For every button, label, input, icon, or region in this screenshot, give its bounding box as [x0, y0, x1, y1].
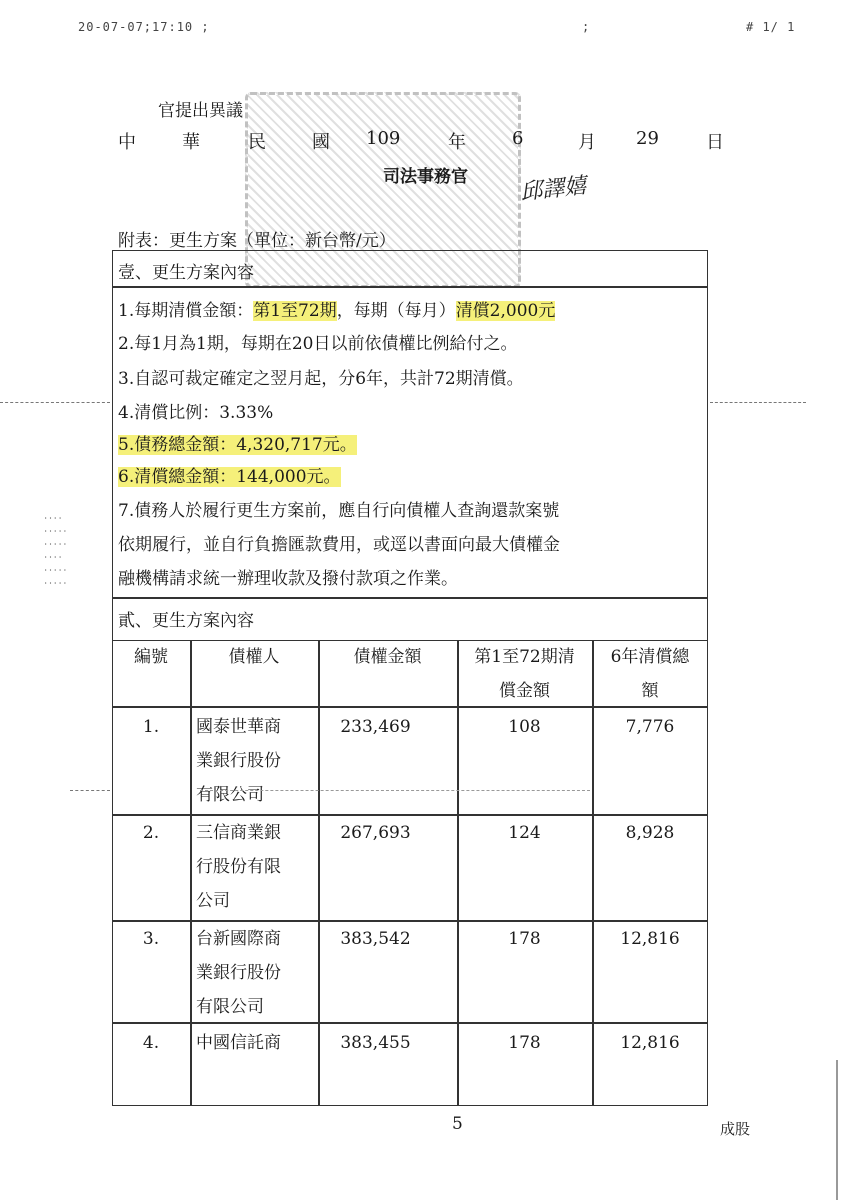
footer-note: 成股 [720, 1120, 751, 1138]
creditor-line: 公司 [196, 891, 230, 911]
plan-item-3: 3.自認可裁定確定之翌月起，分6年，共計72期清償。 [118, 369, 524, 389]
plan-item-4: 4.清償比例：3.33% [118, 403, 274, 423]
row-total: 12,816 [620, 929, 680, 949]
row-claim-amount: 233,469 [340, 717, 411, 737]
fax-separator: ; [582, 20, 591, 34]
plan-item-7-line1: 7.債務人於履行更生方案前，應自行向債權人查詢還款案號 [118, 501, 560, 521]
row-number: 4. [142, 1033, 160, 1053]
date-char: 中 [118, 132, 136, 153]
column-divider [190, 640, 192, 1106]
row-claim-amount: 267,693 [340, 823, 411, 843]
date-char: 華 [182, 132, 200, 153]
row-total: 12,816 [620, 1033, 680, 1053]
official-title: 司法事務官 [383, 167, 468, 187]
row-creditor [196, 710, 281, 812]
plan-item-7-line3: 融機構請求統一辦理收款及撥付款項之作業。 [118, 569, 458, 589]
page-number: 5 [452, 1114, 463, 1134]
plan-item-1 [118, 296, 555, 321]
creditor-line: 行股份有限 [196, 857, 281, 877]
date-char: 國 [312, 132, 330, 153]
date-char: 月 [578, 132, 596, 153]
creditor-line: 業銀行股份 [196, 751, 281, 771]
column-header-total [592, 640, 708, 708]
divider [112, 286, 708, 288]
scan-artifact-line [0, 402, 110, 403]
row-installment: 108 [508, 717, 541, 737]
row-total: 8,928 [625, 823, 675, 843]
creditor-line: 有限公司 [196, 785, 264, 805]
plan-item-1-periods: 第1至72期 [253, 301, 337, 321]
column-header-claim: 債權金額 [353, 647, 422, 667]
column-header-total-line: 6年清償總 [610, 647, 690, 667]
fax-page: # 1/ 1 [746, 20, 796, 34]
date-day: 29 [636, 128, 659, 149]
binding-hole-marks: ᐧᐧᐧᐧ ᐧᐧᐧᐧᐧ ᐧᐧᐧᐧᐧ ᐧᐧᐧᐧ ᐧᐧᐧᐧᐧ ᐧᐧᐧᐧᐧ [44, 512, 69, 590]
scan-artifact-line [70, 790, 110, 791]
date-year: 109 [366, 128, 401, 149]
column-header-installment [457, 640, 592, 708]
column-header-installment-line: 償金額 [499, 681, 550, 701]
row-installment: 124 [508, 823, 541, 843]
creditor-line: 有限公司 [196, 997, 264, 1017]
row-number: 1. [142, 717, 160, 737]
column-header-number: 編號 [134, 647, 168, 667]
plan-item-5: 5.債務總金額：4,320,717元。 [118, 435, 357, 455]
plan-item-6: 6.清償總金額：144,000元。 [118, 467, 341, 487]
creditor-line: 業銀行股份 [196, 963, 281, 983]
column-header-installment-line: 第1至72期清 [474, 647, 575, 667]
row-number: 3. [142, 929, 160, 949]
plan-item-2: 2.每1月為1期，每期在20日以前依債權比例給付之。 [118, 334, 518, 354]
date-char: 民 [248, 132, 266, 153]
plan-item-7-line2: 依期履行，並自行負擔匯款費用，或逕以書面向最大債權金 [118, 535, 560, 555]
column-header-creditor: 債權人 [228, 647, 280, 667]
plan-item-1-mid: ，每期（每月） [336, 301, 456, 321]
plan-item-1-label: 1.每期清償金額： [118, 301, 254, 321]
row-creditor [196, 922, 281, 1024]
section2-title: 貳、更生方案內容 [118, 611, 254, 631]
scan-artifact-line [200, 790, 590, 791]
creditor-line: 三信商業銀 [196, 823, 281, 843]
date-char: 日 [706, 132, 724, 153]
creditor-line: 中國信託商 [196, 1033, 281, 1053]
column-header-total-line: 額 [641, 681, 659, 701]
row-installment: 178 [508, 1033, 541, 1053]
date-char: 年 [448, 132, 466, 153]
table-caption: 附表：更生方案（單位：新台幣/元） [118, 231, 396, 251]
section1-title: 壹、更生方案內容 [118, 263, 254, 283]
date-month: 6 [512, 128, 524, 149]
row-installment: 178 [508, 929, 541, 949]
row-claim-amount: 383,455 [340, 1033, 411, 1053]
scan-edge-line [836, 1060, 838, 1200]
creditor-line: 國泰世華商 [196, 717, 281, 737]
handwritten-signature: 邱譯嬉 [519, 173, 588, 206]
row-creditor [196, 816, 281, 918]
row-number: 2. [142, 823, 160, 843]
fax-timestamp: 20-07-07;17:10 ; [78, 20, 210, 34]
row-creditor [196, 1026, 281, 1060]
header-line1: 官提出異議 [158, 101, 243, 121]
creditor-line: 台新國際商 [196, 929, 281, 949]
plan-item-1-amount: 清償2,000元 [455, 301, 556, 321]
scan-artifact-line [710, 402, 806, 403]
row-total: 7,776 [625, 717, 675, 737]
row-claim-amount: 383,542 [340, 929, 411, 949]
